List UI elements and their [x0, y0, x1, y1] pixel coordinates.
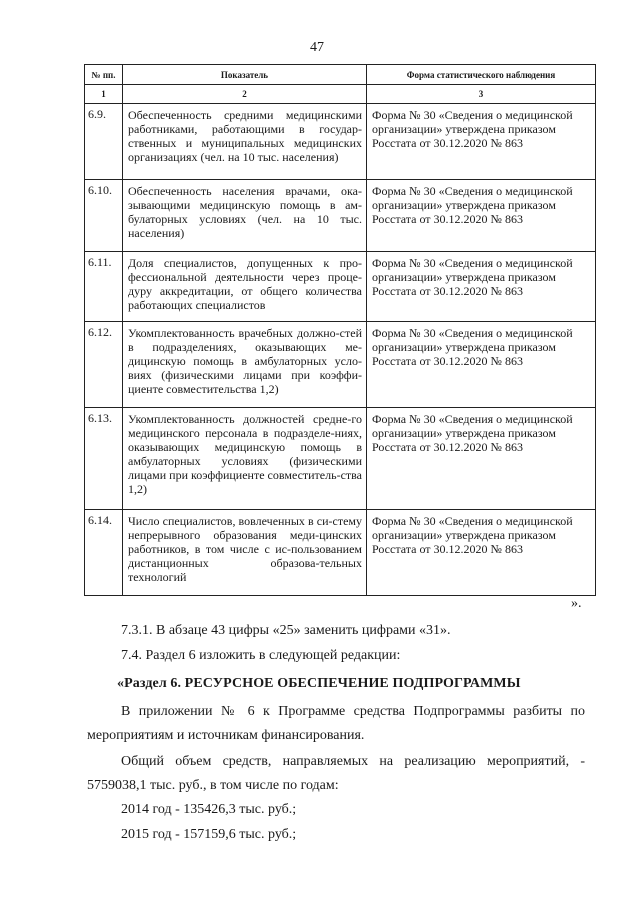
row-number: 6.12. — [85, 322, 123, 408]
funding-year-2015: 2015 год - 157159,6 тыс. руб.; — [121, 827, 297, 842]
table-header-row — [85, 65, 596, 85]
row-number: 6.10. — [85, 180, 123, 252]
paragraph-appendix-note: В приложении № 6 к Программе средства Подпрограммы разбиты по мероприятиям и источникам финансирования. — [87, 704, 585, 743]
row-form: Форма № 30 «Сведения о медицинской организации» утверждена приказом Росстата от 30.12.2020 № 863 — [367, 180, 596, 252]
row-number: 6.13. — [85, 408, 123, 510]
header-indicator: Показатель — [123, 65, 367, 85]
row-indicator: Число специалистов, вовлеченных в си-стему непрерывного образования меди-цинских работников, в том числе с ис-пользованием дистанционных образова-тельных технологий — [123, 510, 367, 596]
paragraph-total-funding: Общий объем средств, направляемых на реализацию мероприятий, - 5759038,1 тыс. руб., в том числе по годам: — [87, 754, 585, 793]
funding-year-2014: 2014 год - 135426,3 тыс. руб.; — [121, 802, 297, 817]
header-form: Форма статистического наблюдения — [367, 65, 596, 85]
table-row — [85, 322, 596, 408]
row-indicator: Укомплектованность должностей средне-го медицинского персонала в подразделе-ниях, оказывающих медицинскую помощь в амбулаторных условиях (физическими лицами при коэффициенте совместитель-ства 1,2) — [123, 408, 367, 510]
header-num: № пп. — [85, 65, 123, 85]
row-indicator: Доля специалистов, допущенных к про-фессиональной деятельности через проце-дуру аккредитации, от общего количества работающих специалистов — [123, 252, 367, 322]
column-number: 3 — [367, 85, 596, 104]
row-form: Форма № 30 «Сведения о медицинской организации» утверждена приказом Росстата от 30.12.2020 № 863 — [367, 510, 596, 596]
row-indicator: Обеспеченность населения врачами, ока-зывающими медицинскую помощь в ам-булаторных условиях (чел. на 10 тыс. населения) — [123, 180, 367, 252]
row-form: Форма № 30 «Сведения о медицинской организации» утверждена приказом Росстата от 30.12.2020 № 863 — [367, 252, 596, 322]
row-indicator: Обеспеченность средними медицинскими работниками, работающими в государ-ственных и муниципальных медицинских организациях (чел. на 10 тыс. населения) — [123, 104, 367, 180]
table-row — [85, 408, 596, 510]
section-heading: «Раздел 6. РЕСУРСНОЕ ОБЕСПЕЧЕНИЕ ПОДПРОГРАММЫ — [117, 676, 521, 691]
row-indicator: Укомплектованность врачебных должно-стей в подразделениях, оказывающих ме-дицинскую помощь в амбулаторных усло-виях (физическими лицами при коэффи-циенте совместительства 1,2) — [123, 322, 367, 408]
column-number: 2 — [123, 85, 367, 104]
table-row — [85, 510, 596, 596]
page-number: 47 — [310, 40, 324, 55]
table-row — [85, 104, 596, 180]
row-number: 6.9. — [85, 104, 123, 180]
row-number: 6.14. — [85, 510, 123, 596]
closing-quote: ». — [571, 596, 582, 611]
row-form: Форма № 30 «Сведения о медицинской организации» утверждена приказом Росстата от 30.12.2020 № 863 — [367, 322, 596, 408]
indicators-table — [84, 64, 596, 596]
paragraph-amendment-7-3-1: 7.3.1. В абзаце 43 цифры «25» заменить цифрами «31». — [121, 623, 451, 638]
table-row — [85, 252, 596, 322]
column-numbers-row — [85, 85, 596, 104]
column-number: 1 — [85, 85, 123, 104]
row-form: Форма № 30 «Сведения о медицинской организации» утверждена приказом Росстата от 30.12.2020 № 863 — [367, 408, 596, 510]
table-row — [85, 180, 596, 252]
paragraph-amendment-7-4: 7.4. Раздел 6 изложить в следующей редакции: — [121, 648, 401, 663]
row-number: 6.11. — [85, 252, 123, 322]
row-form: Форма № 30 «Сведения о медицинской организации» утверждена приказом Росстата от 30.12.2020 № 863 — [367, 104, 596, 180]
